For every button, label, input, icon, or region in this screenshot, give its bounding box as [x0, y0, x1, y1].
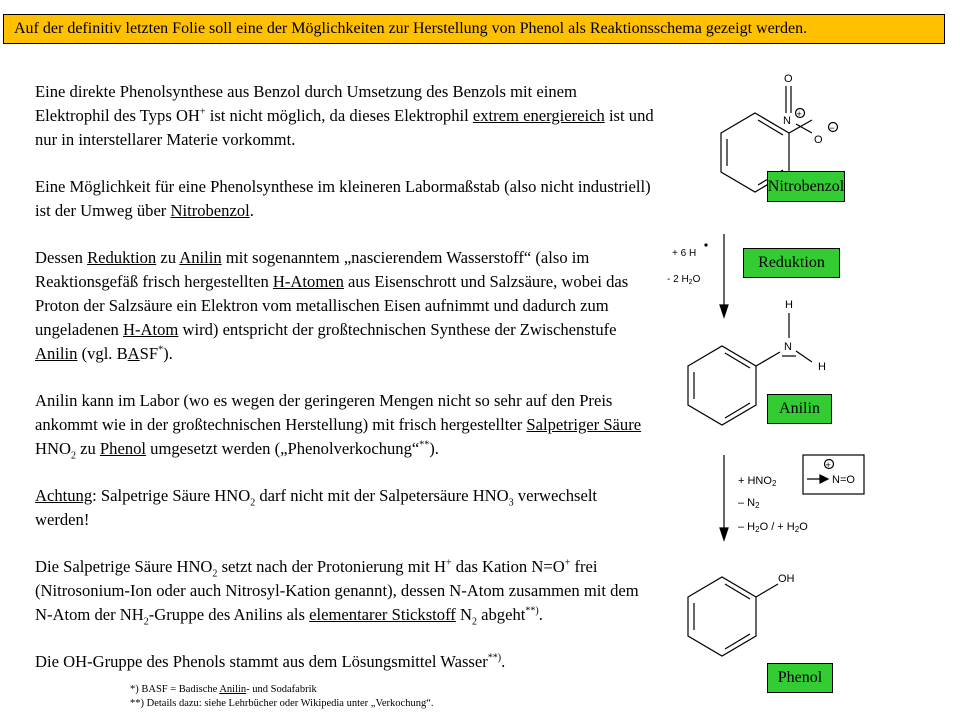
label-anilin: Anilin [767, 394, 832, 424]
footnote-verkochung: **) Details dazu: siehe Lehrbücher oder Wikipedia unter „Verkochung“. [130, 698, 434, 709]
link-salpetrige-saeure[interactable]: Salpetriger Säure [526, 415, 642, 434]
nitro-n: N [783, 115, 791, 127]
label-reduktion: Reduktion [743, 248, 840, 278]
anilin-n: N [784, 341, 792, 353]
paragraph-1: Eine direkte Phenolsynthese aus Benzol durch Umsetzung des Benzols mit einem Elektrophil des Typs OH+ ist nicht möglich, da dieses Elektrophil extrem energiereich ist und nur in interstellarer Materie vorkommt. [35, 82, 654, 149]
step2-n2: – N2 [738, 497, 760, 510]
phenol-ring [688, 577, 778, 656]
minus-charge-icon: − [829, 123, 835, 133]
phenol-oh: OH [778, 573, 795, 585]
link-anilin-2[interactable]: Anilin [35, 344, 78, 363]
label-phenol: Phenol [767, 663, 833, 693]
step2-water: – H2O / + H2O [738, 521, 808, 534]
link-phenol[interactable]: Phenol [99, 439, 147, 458]
label-nitrobenzol: Nitrobenzol [767, 171, 845, 202]
reduction-minus-water: - 2 $H_2O$ [667, 274, 701, 286]
nitrosyl-plus-icon: + [825, 460, 831, 470]
link-h-atom[interactable]: H-Atom [123, 320, 179, 339]
link-reduktion[interactable]: Reduktion [87, 248, 157, 267]
link-elementarer-stickstoff[interactable]: elementarer Stickstoff [309, 605, 456, 624]
nitro-o-top: O [784, 73, 793, 85]
nitro-o-minus: O [814, 134, 823, 146]
title-banner [3, 14, 945, 44]
radical-dot-icon [704, 243, 707, 246]
paragraph-2: Eine Möglichkeit für eine Phenolsynthese im kleineren Labormaßstab (also nicht industriell) ist der Umweg über Nitrobenzol. [35, 177, 651, 220]
link-anilin[interactable]: Anilin [179, 248, 222, 267]
plus-charge-icon: + [796, 109, 802, 119]
paragraph-3: Dessen Reduktion zu Anilin mit sogenanntem „nascierendem Wasserstoff“ (also im Reaktionsgefäß frisch hergestellten H-Atomen aus Eisenschrott und Salzsäure, wobei das Proton der Salzsäure ein Elektron vom metallischen Eisen aufnimmt und dadurch zum ungeladenen H-Atom wird) entspricht der großtechnischen Synthese der Zwischenstufe Anilin (vgl. BASF*). [35, 248, 629, 363]
footnotes [130, 683, 433, 711]
paragraph-5: Achtung: Salpetrige Säure $HNO_2$ darf nicht mit der Salpetersäure $HNO_3$ verwechselt werden! [35, 486, 598, 529]
link-achtung[interactable]: Achtung [35, 486, 93, 505]
paragraph-7: Die OH-Gruppe des Phenols stammt aus dem Lösungsmittel Wasser**). [35, 652, 506, 671]
body-text [35, 80, 655, 697]
link-extrem-energiereich[interactable]: extrem energiereich [472, 106, 605, 125]
footnote-basf: *) BASF = Badische Anilin- und Sodafabrik [130, 684, 317, 695]
anilin-h-right: H [818, 361, 826, 373]
reaction-scheme [660, 60, 960, 720]
reduction-plus-h: + 6 H [672, 248, 697, 259]
footnote-link-anilin[interactable]: Anilin [219, 684, 247, 695]
link-h-atomen[interactable]: H-Atomen [272, 272, 344, 291]
link-nitrobenzol[interactable]: Nitrobenzol [170, 201, 250, 220]
step2-hno2: + HNO2 [738, 475, 777, 488]
anilin-h-top: H [785, 299, 793, 311]
banner-text: Auf der definitiv letzten Folie soll eine der Möglichkeiten zur Herstellung von Phenol als Reaktionsschema gezeigt werden. [14, 20, 808, 37]
paragraph-6: Die Salpetrige Säure $HNO_2$ setzt nach der Protonierung mit H+ das Kation N=O+ frei (Nitrosonium-Ion oder auch Nitrosyl-Kation genannt), dessen N-Atom zusammen mit dem N-Atom der $NH_2$-Gruppe des Anilins als elementarer Stickstoff $N_2$ abgeht**). [35, 557, 639, 628]
link-basf[interactable]: A [127, 344, 140, 363]
nitrosyl-cation: N=O [832, 474, 855, 486]
paragraph-4: Anilin kann im Labor (wo es wegen der geringeren Mengen nicht so sehr auf den Preis ankommt wie in der großtechnischen Herstellung) mit frisch hergestellter Salpetriger Säure $HNO_2$ zu Phenol umgesetzt werden („Phenolverkochung“**). [35, 391, 642, 462]
